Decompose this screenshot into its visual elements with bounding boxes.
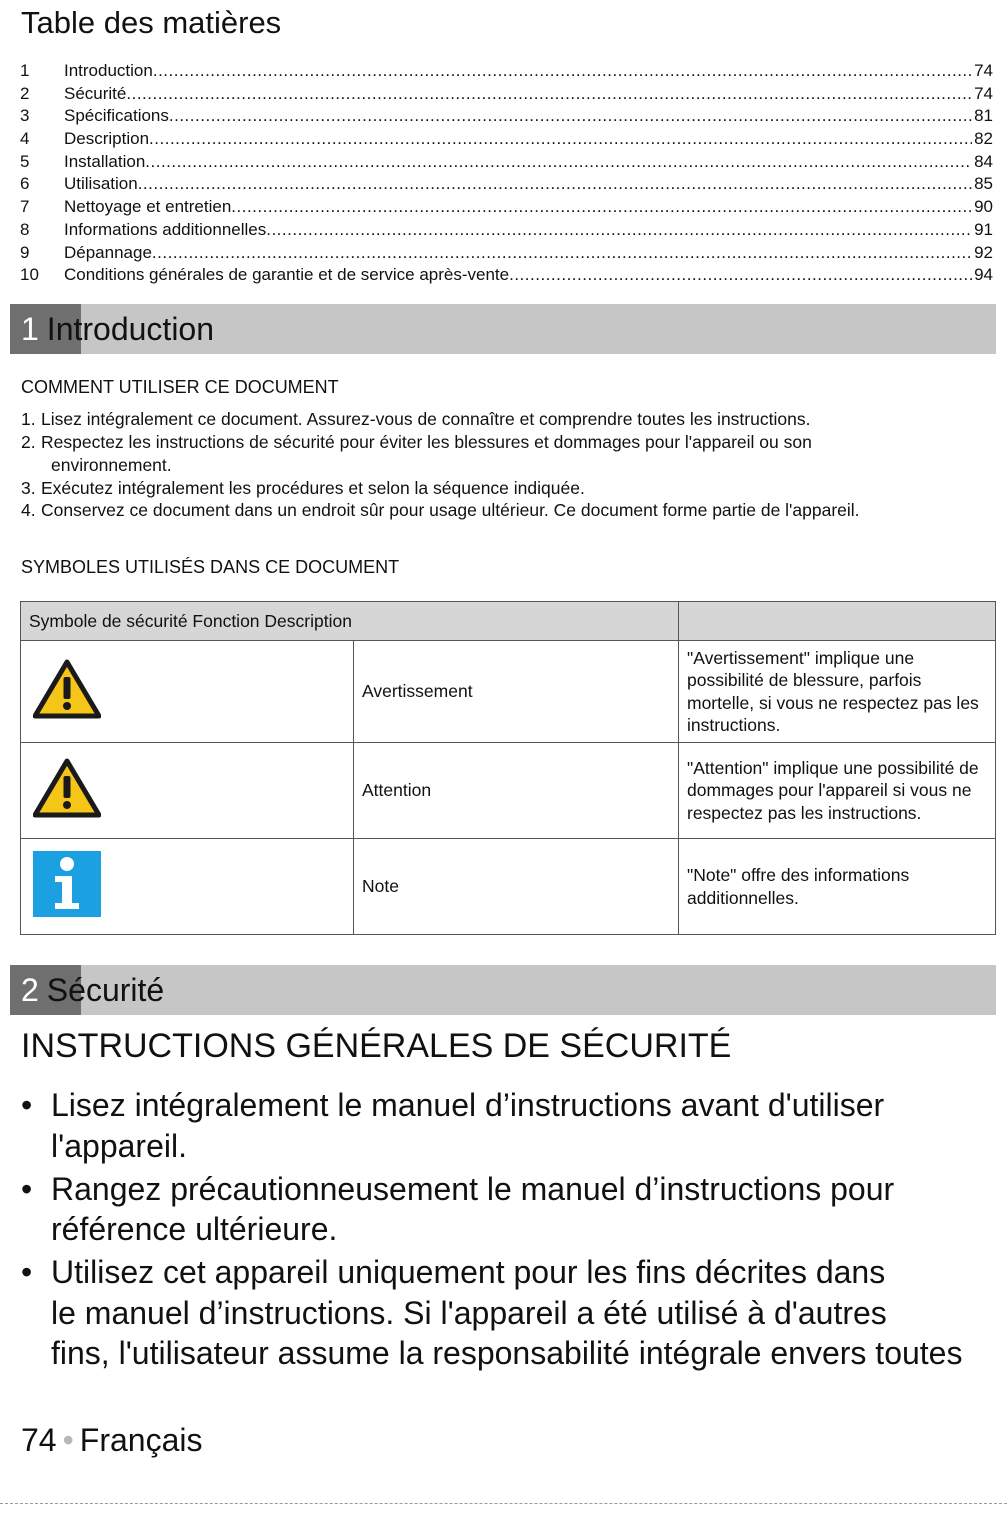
list-item <box>21 408 981 431</box>
description-cell: "Note" offre des informations additionnelles. <box>679 839 996 935</box>
toc-entry-page: 92 <box>974 242 993 262</box>
section-title: Introduction <box>46 311 215 347</box>
usage-steps-list <box>21 408 981 522</box>
bullet-line: fins, l'utilisateur assume la responsabilité intégrale envers toutes <box>51 1335 963 1371</box>
list-item <box>21 1252 996 1374</box>
table-header-cell-empty <box>679 602 996 641</box>
footer-language: Français <box>79 1422 203 1458</box>
step-number: 3. <box>21 477 36 498</box>
function-cell: Note <box>354 839 679 935</box>
bullet-line: • Rangez précautionneusement le manuel d’instructions pour <box>51 1170 895 1207</box>
toc-entry-page: 90 <box>974 197 993 217</box>
table-header-row <box>21 602 996 641</box>
toc-leader-dots <box>138 173 972 195</box>
step-text: Exécutez intégralement les procédures et selon la séquence indiquée. <box>41 477 585 498</box>
toc-leader-dots <box>169 105 972 127</box>
step-number: 4. <box>21 500 36 520</box>
symbols-table <box>20 601 996 935</box>
table-of-contents <box>20 60 993 287</box>
bullet-line: l'appareil. <box>51 1127 187 1164</box>
toc-leader-dots <box>266 219 972 241</box>
toc-leader-dots <box>126 83 972 105</box>
toc-entry-page: 91 <box>974 219 993 239</box>
page-bottom-rule <box>0 1503 1007 1504</box>
toc-entry-page: 74 <box>974 61 993 80</box>
toc-entry-label: Sécurité <box>64 83 127 103</box>
function-cell: Avertissement <box>354 641 679 743</box>
table-row <box>21 743 996 839</box>
toc-entry-label: Informations additionnelles <box>64 219 267 239</box>
table-header-cell: Symbole de sécurité Fonction Description <box>21 602 679 641</box>
toc-entry-number: 2 <box>20 83 30 103</box>
toc-entry-number: 6 <box>20 174 30 194</box>
toc-entry[interactable] <box>20 264 993 287</box>
toc-entry-label: Conditions générales de garantie et de service après-vente <box>64 265 510 285</box>
toc-leader-dots <box>145 151 972 173</box>
toc-leader-dots <box>153 60 972 82</box>
page-footer <box>21 1420 203 1460</box>
toc-leader-dots <box>149 128 972 150</box>
toc-entry[interactable] <box>20 151 993 174</box>
footer-separator: • <box>62 1422 74 1458</box>
toc-entry-number: 7 <box>20 197 30 217</box>
toc-entry-label: Utilisation <box>64 174 138 194</box>
table-row <box>21 839 996 935</box>
toc-entry-page: 82 <box>974 129 993 149</box>
toc-entry[interactable] <box>20 173 993 196</box>
toc-leader-dots <box>152 242 972 264</box>
toc-entry-page: 85 <box>974 174 993 194</box>
toc-entry-label: Installation <box>64 151 146 171</box>
toc-entry-number: 9 <box>20 242 30 262</box>
safety-instructions-heading: INSTRUCTIONS GÉNÉRALES DE SÉCURITÉ <box>21 1027 732 1065</box>
safety-bullet-list <box>21 1085 996 1376</box>
bullet-line: le manuel d’instructions. Si l'appareil a été utilisé à d'autres <box>51 1294 887 1331</box>
step-text: Lisez intégralement ce document. Assurez-vous de connaître et comprendre toutes les instructions. <box>41 409 811 429</box>
toc-entry[interactable] <box>20 60 993 83</box>
warning-triangle-icon <box>33 758 101 818</box>
list-item <box>21 1169 996 1250</box>
toc-entry-label: Description <box>64 129 150 149</box>
description-cell: "Avertissement" implique une possibilité de blessure, parfois mortelle, si vous ne respectez pas les instructions. <box>679 641 996 743</box>
section-title: Sécurité <box>46 972 165 1008</box>
section-header-introduction <box>10 304 996 354</box>
toc-entry-number: 3 <box>20 106 30 126</box>
function-cell: Attention <box>354 743 679 839</box>
symbols-heading: SYMBOLES UTILISÉS DANS CE DOCUMENT <box>21 557 400 577</box>
symbol-cell <box>21 839 354 935</box>
table-row <box>21 641 996 743</box>
bullet-line: • Lisez intégralement le manuel d’instructions avant d'utiliser <box>51 1087 885 1123</box>
toc-entry-number: 5 <box>20 151 30 171</box>
section-number: 1 <box>21 311 39 347</box>
warning-triangle-icon <box>33 659 101 719</box>
toc-entry-label: Nettoyage et entretien <box>64 197 232 217</box>
toc-entry[interactable] <box>20 83 993 106</box>
toc-entry-label: Spécifications <box>64 106 169 126</box>
section-number: 2 <box>21 972 39 1008</box>
toc-entry-page: 81 <box>974 106 993 126</box>
toc-title: Table des matières <box>21 5 282 40</box>
list-item <box>21 499 981 522</box>
toc-entry[interactable] <box>20 128 993 151</box>
info-icon <box>33 851 101 917</box>
toc-entry[interactable] <box>20 105 993 128</box>
step-text: Conservez ce document dans un endroit sûr pour usage ultérieur. Ce document forme partie de l'appareil. <box>41 500 860 520</box>
step-text: Respectez les instructions de sécurité pour éviter les blessures et dommages pour l'appareil ou son <box>41 431 812 452</box>
page-number: 74 <box>21 1422 57 1458</box>
toc-entry-number: 10 <box>20 265 39 285</box>
toc-entry[interactable] <box>20 219 993 242</box>
symbol-cell <box>21 743 354 839</box>
symbol-cell <box>21 641 354 743</box>
description-cell: "Attention" implique une possibilité de dommages pour l'appareil si vous ne respectez pas les instructions. <box>679 743 996 839</box>
toc-entry-number: 4 <box>20 129 30 149</box>
toc-entry-label: Introduction <box>64 61 153 80</box>
list-item <box>21 477 981 500</box>
step-text-continued: environnement. <box>51 455 172 475</box>
toc-entry[interactable] <box>20 242 993 265</box>
toc-entry-page: 74 <box>974 83 993 103</box>
toc-entry-label: Dépannage <box>64 242 152 262</box>
toc-entry-page: 94 <box>974 265 993 285</box>
toc-leader-dots <box>509 264 972 286</box>
toc-entry-number: 1 <box>20 61 30 80</box>
step-number: 1. <box>21 409 36 429</box>
toc-leader-dots <box>231 196 972 218</box>
list-item <box>21 431 981 477</box>
list-item <box>21 1085 996 1166</box>
toc-entry-page: 84 <box>974 151 993 171</box>
toc-entry-number: 8 <box>20 219 30 239</box>
section-header-securite <box>10 965 996 1015</box>
bullet-line: référence ultérieure. <box>51 1211 338 1247</box>
how-to-use-heading: COMMENT UTILISER CE DOCUMENT <box>21 377 339 397</box>
step-number: 2. <box>21 431 36 452</box>
toc-entry[interactable] <box>20 196 993 219</box>
bullet-line: • Utilisez cet appareil uniquement pour les fins décrites dans <box>51 1254 886 1290</box>
